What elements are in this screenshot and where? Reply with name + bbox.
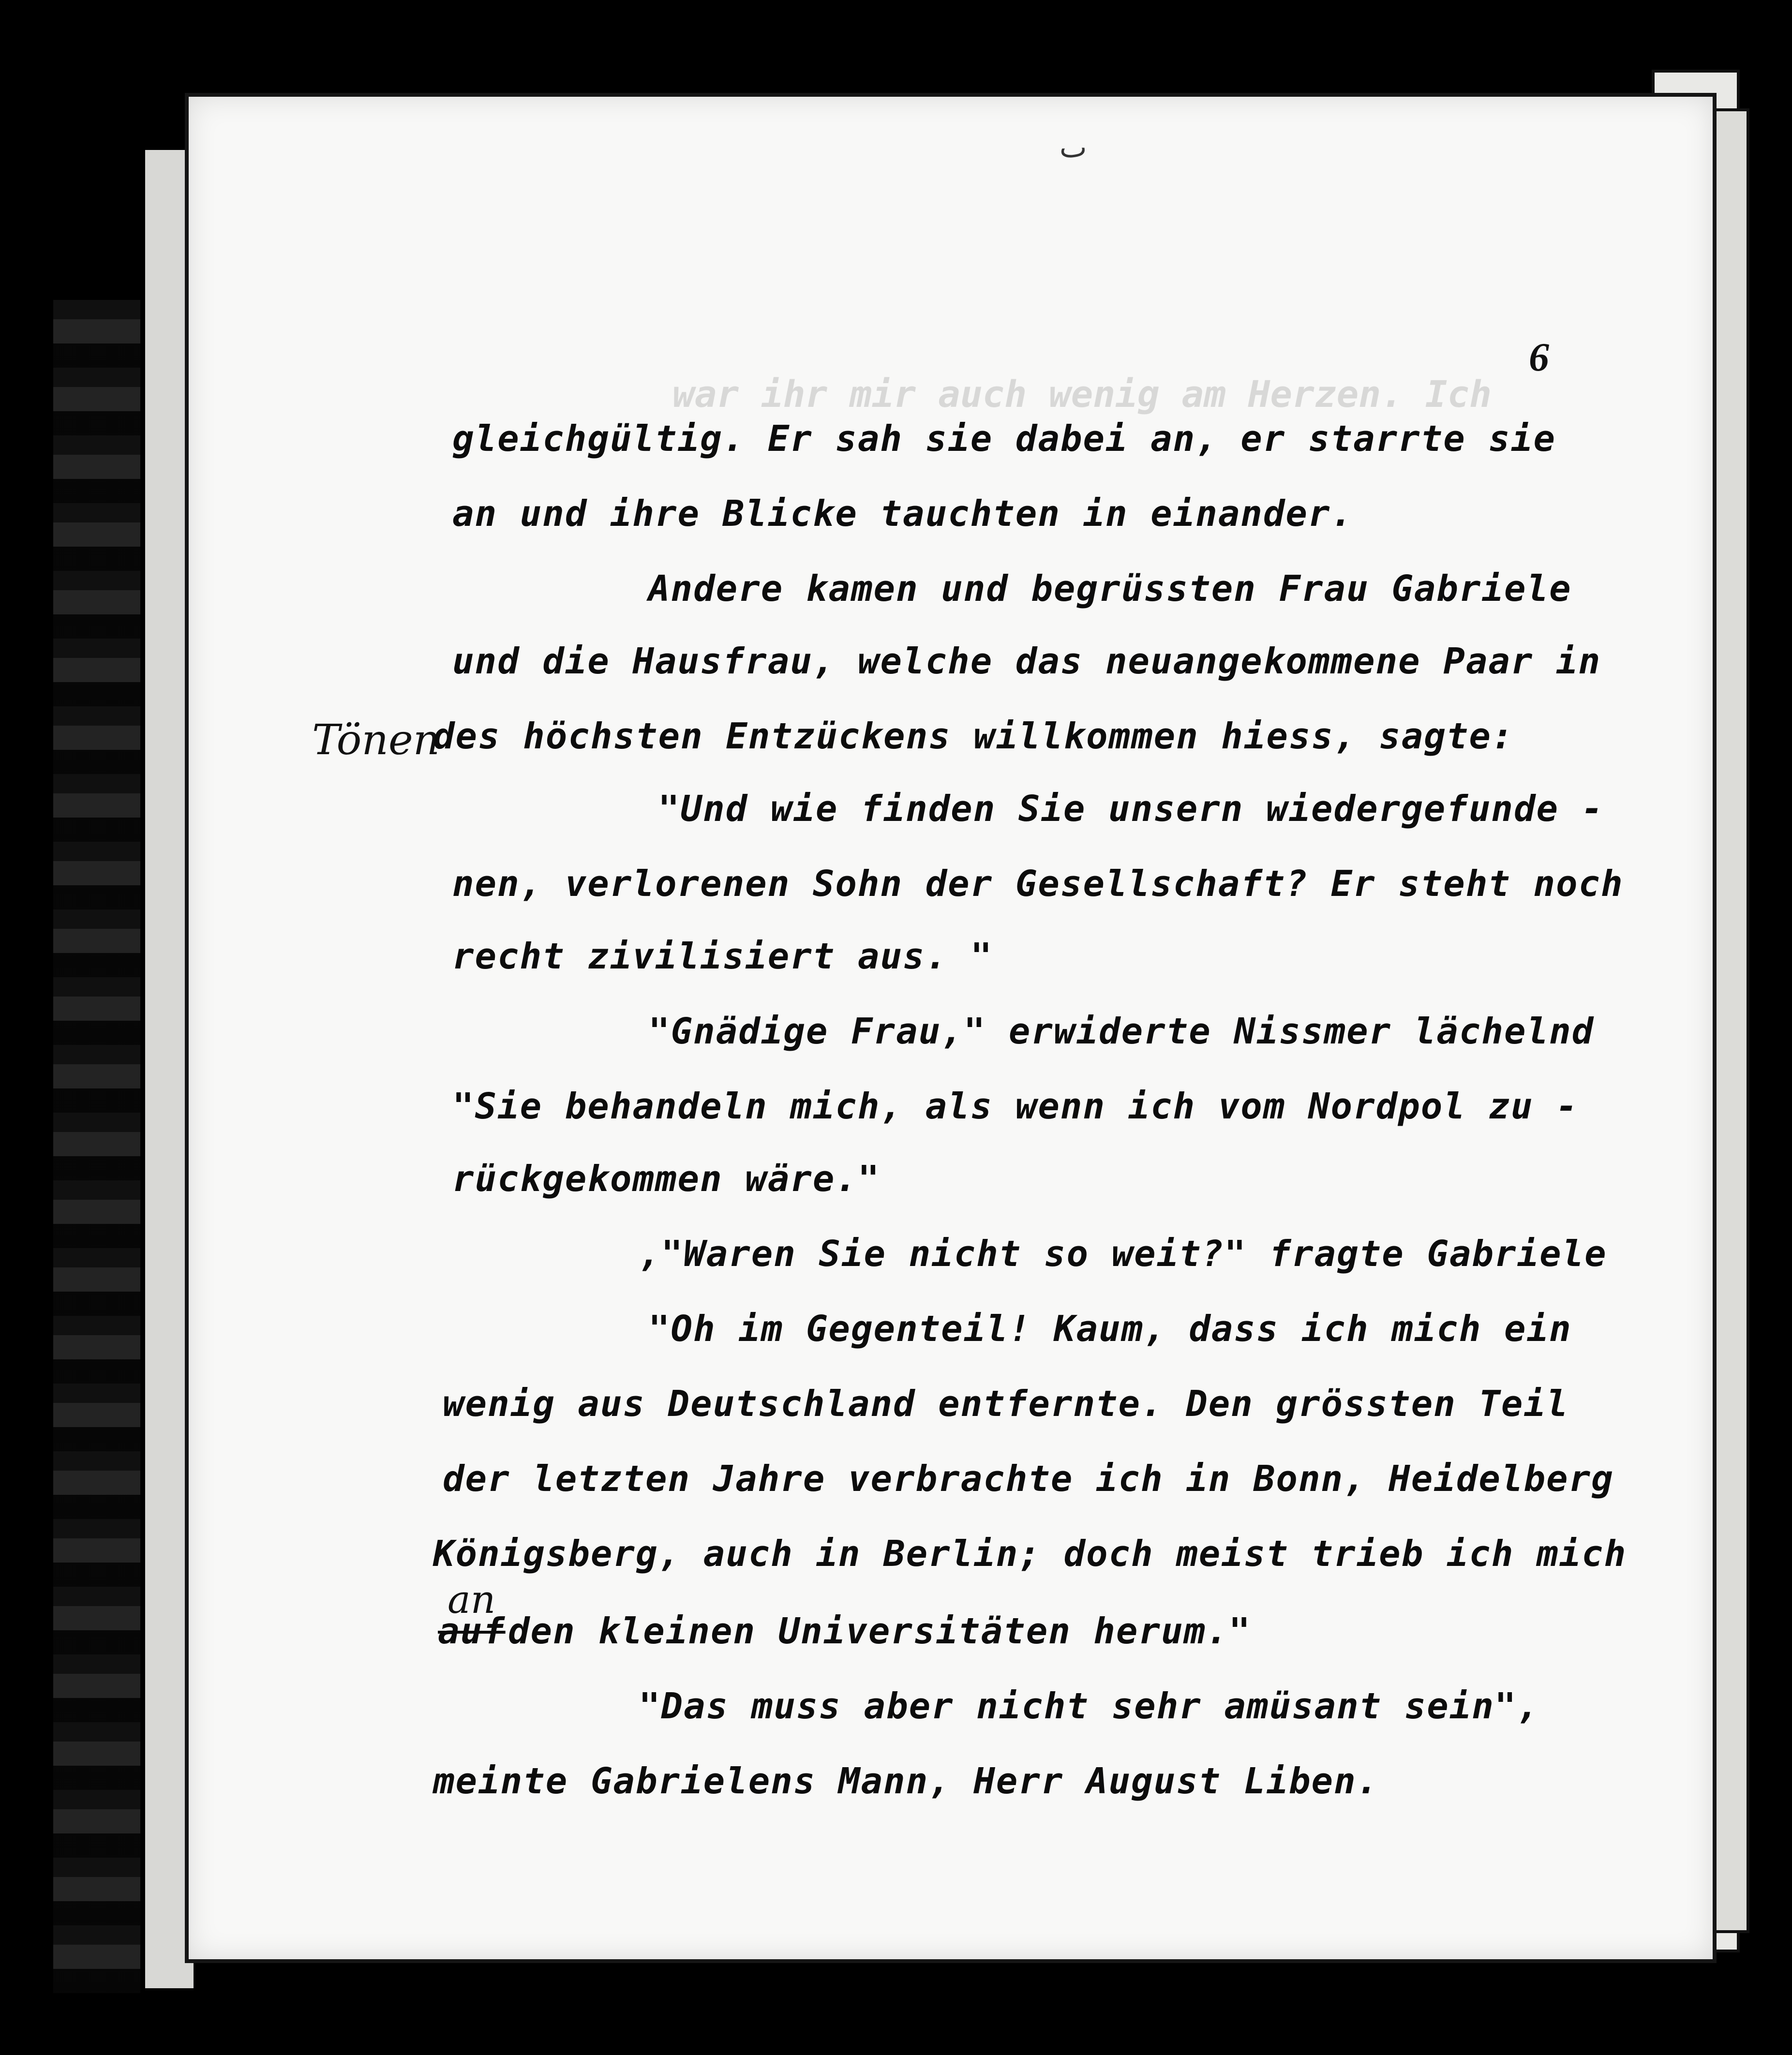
- struck-word: auf: [438, 1610, 506, 1652]
- typewritten-page: [189, 97, 1713, 1959]
- text-line: an und ihre Blicke tauchten in einander.: [452, 493, 1354, 535]
- handwritten-insert: an: [448, 1577, 496, 1622]
- text-line: Königsberg, auch in Berlin; doch meist trieb ich mich: [433, 1533, 1627, 1575]
- handwritten-margin-word: Tönen: [312, 716, 440, 764]
- text-line: "Und wie finden Sie unsern wiedergefunde -: [658, 788, 1604, 830]
- text-line: meinte Gabrielens Mann, Herr August Liben.: [433, 1760, 1379, 1802]
- text-line: "Oh im Gegenteil! Kaum, dass ich mich ein: [648, 1308, 1572, 1350]
- text-line: wenig aus Deutschland entfernte. Den grössten Teil: [443, 1383, 1569, 1425]
- text-line: recht zivilisiert aus. ": [452, 936, 993, 977]
- text-line: Andere kamen und begrüssten Frau Gabriele: [648, 568, 1572, 610]
- page-number: 6: [1529, 335, 1549, 380]
- left-paper-edge: [53, 300, 140, 1993]
- text-line: "Gnädige Frau," erwiderte Nissmer lächelnd: [648, 1011, 1595, 1052]
- text-line: der letzten Jahre verbrachte ich in Bonn, Heidelberg: [443, 1458, 1614, 1500]
- text-line: ,"Waren Sie nicht so weit?" fragte Gabriele: [639, 1233, 1607, 1275]
- text-line: "Das muss aber nicht sehr amüsant sein",: [639, 1685, 1540, 1727]
- page-mark: ٮ: [1060, 131, 1087, 164]
- bleed-through-text: war ihr mir auch wenig am Herzen. Ich: [672, 372, 1492, 416]
- text-line: den kleinen Universitäten herum.": [508, 1610, 1252, 1652]
- text-line: rückgekommen wäre.": [452, 1158, 881, 1200]
- text-line: "Sie behandeln mich, als wenn ich vom Nordpol zu -: [452, 1086, 1579, 1127]
- text-line: und die Hausfrau, welche das neuangekommene Paar in: [452, 640, 1601, 682]
- left-page-strip: [145, 150, 194, 1988]
- text-line: gleichgültig. Er sah sie dabei an, er starrte sie: [452, 418, 1556, 460]
- text-line: nen, verlorenen Sohn der Gesellschaft? Er steht noch: [452, 863, 1624, 905]
- text-line: des höchsten Entzückens willkommen hiess, sagte:: [433, 715, 1514, 757]
